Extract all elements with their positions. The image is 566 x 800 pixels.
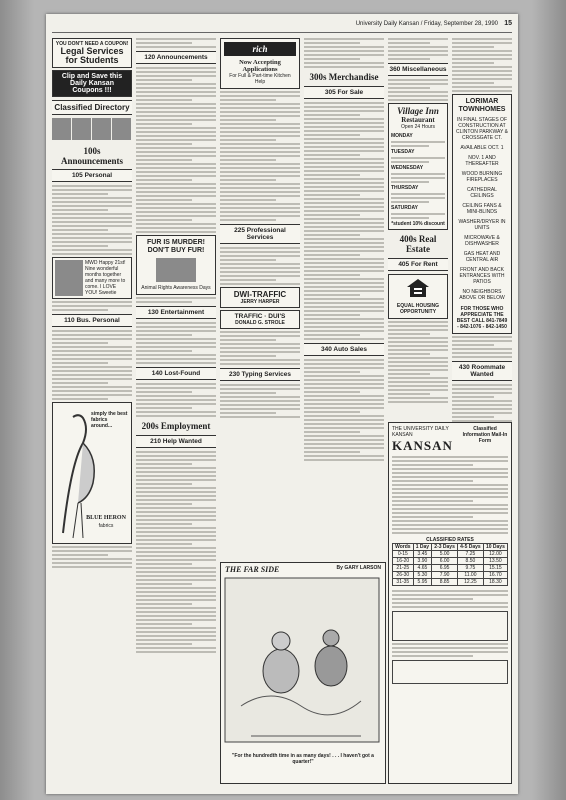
far-side-byline: By GARY LARSON [336, 565, 381, 571]
section-400-header: 400s Real Estate [399, 234, 437, 254]
village-thursday: THURSDAY [391, 185, 419, 191]
table-row [393, 565, 508, 572]
running-header-text: University Daily Kansan / Friday, September 28, 1990 [355, 21, 498, 27]
legal-services-ad [52, 38, 132, 68]
section-100-header: 100s Announcements [60, 146, 123, 166]
blue-heron-ad [52, 402, 132, 544]
column-1 [52, 36, 132, 791]
rate-cell: 5.95 [413, 579, 432, 586]
far-side-cartoon [220, 562, 386, 784]
rate-cell: 11.00 [458, 572, 484, 579]
rates-col-words: Words [393, 544, 414, 551]
far-side-title: THE FAR SIDE [225, 565, 280, 574]
page-number: 15 [504, 20, 512, 27]
rate-cell: 7.90 [432, 572, 458, 579]
rate-cell: 3.45 [413, 551, 432, 558]
lorimar-title: LORIMAR TOWNHOMES [458, 98, 506, 113]
rate-cell: 4.65 [413, 565, 432, 572]
fur-murder-ad [136, 235, 216, 295]
lorimar-item-10: NO NEIGHBORS ABOVE OR BELOW [459, 289, 505, 301]
mail-in-title: Classified Information Mail-In Form [462, 426, 508, 444]
personal-photo-text: MWD Happy 21st! Nine wonderful months together and many more to come. I LOVE YOU! Sweetie [85, 260, 126, 296]
far-side-caption: "For the hundredth time in as many days! . . . I haven't got a quarter!" [232, 753, 374, 765]
equal-housing-icon [406, 278, 430, 298]
rates-col-1day: 1 Day [413, 544, 432, 551]
fur-title: FUR IS MURDER! DON'T BUY FUR! [147, 239, 205, 254]
traffic-attorney: DONALD G. STROLE [235, 320, 285, 326]
rates-header-row [393, 544, 508, 551]
rate-cell: 12.25 [458, 579, 484, 586]
rate-cell: 0-15 [393, 551, 414, 558]
lorimar-item-9: FRONT AND BACK ENTRANCES WITH PATIOS [459, 267, 505, 285]
village-wednesday: WEDNESDAY [391, 165, 424, 171]
directory-icon-400 [112, 118, 131, 140]
village-title: Village Inn [397, 106, 439, 116]
rich-ad [220, 38, 300, 89]
section-130-header: 130 Entertainment [136, 306, 216, 319]
column-2 [136, 36, 216, 791]
equal-housing-ad [388, 274, 448, 319]
rate-cell: 7.25 [458, 551, 484, 558]
lorimar-ad [452, 94, 512, 334]
traffic-dui-ad [220, 310, 300, 329]
table-row [393, 572, 508, 579]
heron-sub: fabrics [98, 523, 114, 529]
lorimar-item-1: AVAILABLE OCT. 1 [460, 145, 504, 151]
kansan-masthead-small: THE UNIVERSITY DAILY KANSAN [392, 426, 449, 438]
section-405-header: 405 For Rent [388, 258, 448, 271]
section-430-header: 430 Roommate Wanted [452, 361, 512, 381]
rate-cell: 5.00 [432, 551, 458, 558]
heron-name: BLUE HERON [86, 515, 126, 521]
heron-tagline: simply the best fabrics around... [91, 411, 128, 429]
section-360-header: 360 Miscellaneous [388, 63, 448, 76]
rates-col-4-5days: 4-5 Days [458, 544, 484, 551]
ad-copy-box [392, 611, 508, 641]
section-340-header: 340 Auto Sales [304, 343, 384, 356]
rich-logo: rich [224, 42, 296, 56]
village-monday: MONDAY [391, 133, 413, 139]
rates-table [392, 543, 508, 586]
newspaper-page [46, 14, 518, 794]
rates-title: CLASSIFIED RATES [426, 537, 474, 543]
personal-photo [55, 260, 83, 296]
mail-address-box [392, 660, 508, 684]
rate-cell: 16.70 [483, 572, 507, 579]
fur-sub: Animal Rights Awareness Days [141, 285, 211, 291]
section-200-header: 200s Employment [141, 421, 211, 431]
far-side-drawing [221, 576, 383, 746]
directory-icons [52, 118, 132, 140]
rate-cell: 13.50 [483, 558, 507, 565]
village-saturday: SATURDAY [391, 205, 418, 211]
rate-cell: 21-25 [393, 565, 414, 572]
village-inn-ad [388, 103, 448, 230]
legal-coupon-line: YOU DON'T NEED A COUPON! [55, 41, 129, 47]
directory-icon-200 [72, 118, 91, 140]
rate-cell: 8.85 [432, 579, 458, 586]
lorimar-item-4: CATHEDRAL CEILINGS [467, 187, 497, 199]
village-open: Open 24 Hours [401, 124, 435, 130]
rate-cell: 15.15 [483, 565, 507, 572]
lorimar-contact: FOR THOSE WHO APPRECIATE THE BEST CALL 841-7849 - 842-1076 - 842-1450 [456, 306, 508, 330]
rates-col-10days: 10 Days [483, 544, 507, 551]
section-230-header: 230 Typing Services [220, 368, 300, 381]
lorimar-item-2: NOV. 1 AND THEREAFTER [465, 155, 499, 167]
section-110-header: 110 Bus. Personal [52, 314, 132, 327]
dwi-attorney: JERRY HARPER [240, 299, 280, 305]
village-discount: *student 10% discount [391, 221, 445, 227]
rate-cell: 6.00 [432, 558, 458, 565]
lorimar-item-5: CEILING FANS & MINI-BLINDS [462, 203, 502, 215]
fur-illustration [156, 258, 196, 282]
lorimar-item-7: MICROWAVE & DISHWASHER [464, 235, 500, 247]
dwi-traffic-ad [220, 287, 300, 308]
classified-directory-title: Classified Directory [52, 100, 132, 115]
lorimar-item-6: WASHER/DRYER IN UNITS [458, 219, 506, 231]
section-225-header: 225 Professional Services [220, 224, 300, 244]
rate-cell: 26-30 [393, 572, 414, 579]
rate-cell: 12.00 [483, 551, 507, 558]
rich-sub: For Full & Part-time Kitchen Help [229, 73, 291, 85]
traffic-title: TRAFFIC · DUI'S [234, 313, 286, 320]
table-row [393, 579, 508, 586]
village-title-2: Restaurant [401, 116, 435, 124]
column-4 [304, 36, 384, 576]
rate-cell: 8.50 [458, 558, 484, 565]
rates-col-2-3days: 2-3 Days [432, 544, 458, 551]
section-300-header: 300s Merchandise [309, 72, 379, 82]
kansan-mail-in-form [388, 422, 512, 784]
lorimar-sub: IN FINAL STAGES OF CONSTRUCTION AT CLINTON PARKWAY & CROSSGATE CT. [456, 117, 508, 141]
rate-cell: 16-20 [393, 558, 414, 565]
section-210-header: 210 Help Wanted [136, 435, 216, 448]
section-105-header: 105 Personal [52, 169, 132, 182]
legal-services-title: Legal Services for Students [60, 46, 124, 65]
directory-icon-300 [92, 118, 111, 140]
table-row [393, 558, 508, 565]
dwi-title: DWI-TRAFFIC [233, 290, 287, 299]
running-header [52, 20, 512, 33]
kansan-logo: KANSAN [392, 438, 453, 453]
lorimar-item-3: WOOD BURNING FIREPLACES [461, 171, 503, 183]
rate-cell: 31-35 [393, 579, 414, 586]
directory-icon-100 [52, 118, 71, 140]
section-120-header: 120 Announcements [136, 51, 216, 64]
rate-cell: 3.90 [413, 558, 432, 565]
rich-now-accepting: Now Accepting Applications [239, 59, 281, 73]
equal-housing-label: EQUAL HOUSING OPPORTUNITY [396, 303, 440, 315]
village-tuesday: TUESDAY [391, 149, 415, 155]
section-140-header: 140 Lost-Found [136, 367, 216, 380]
rate-cell: 18.30 [483, 579, 507, 586]
rate-cell: 9.75 [458, 565, 484, 572]
rate-cell: 5.30 [413, 572, 432, 579]
section-305-header: 305 For Sale [304, 86, 384, 99]
table-row [393, 551, 508, 558]
lorimar-item-8: GAS HEAT AND CENTRAL AIR [463, 251, 501, 263]
column-3 [220, 36, 300, 576]
clip-save-banner: Clip and Save this Daily Kansan Coupons !!! [52, 70, 132, 97]
personal-photo-ad [52, 257, 132, 299]
rate-cell: 6.95 [432, 565, 458, 572]
